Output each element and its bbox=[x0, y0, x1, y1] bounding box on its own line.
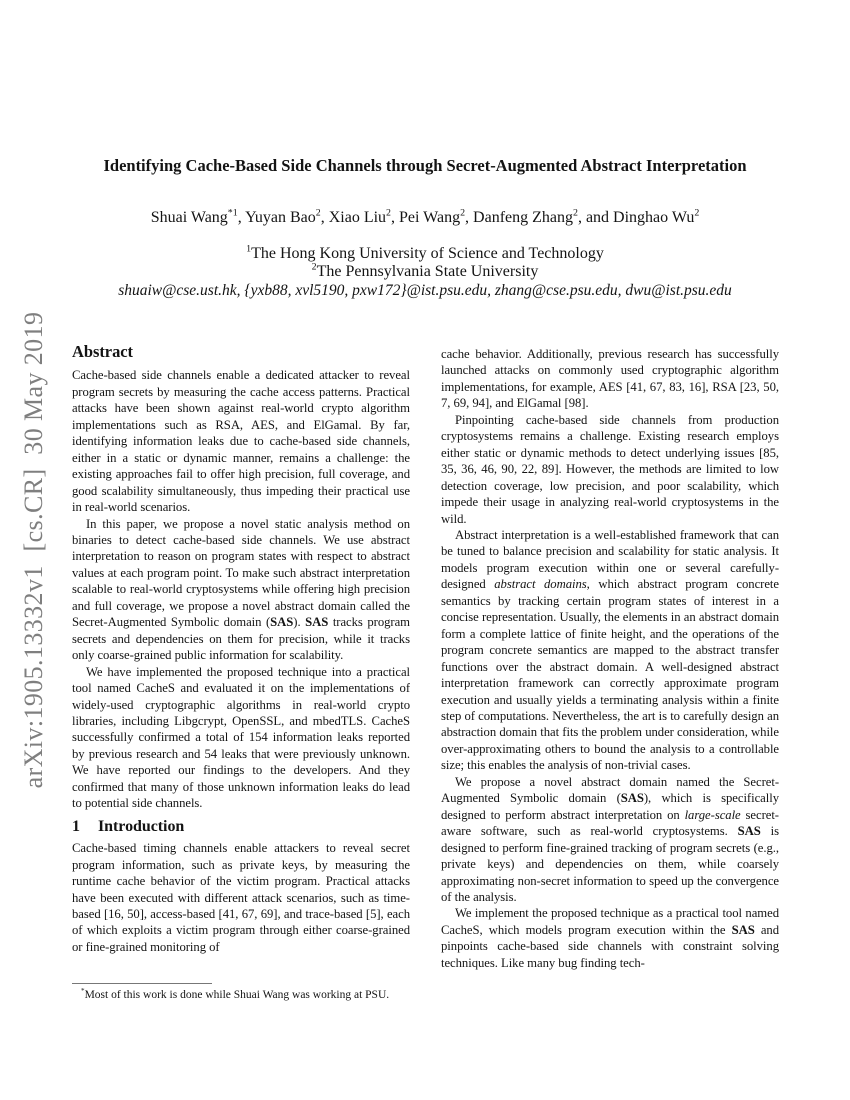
introduction-paragraph-1: Cache-based timing channels enable attackers to reveal secret program information, such as private keys, by measuring the runtime cache behavior of the victim program. Practical attacks have been executed with different attack scenarios, such as time-based [16, 50], access-based [41, 67, 69], and trace-based [5], each of which exploits a victim program through either coarse-grained or fine-grained monitoring of bbox=[72, 841, 410, 954]
affiliation-line-1: $^1$The Hong Kong University of Science and Technology bbox=[246, 243, 604, 262]
abstract-paragraph-2: In this paper, we propose a novel static analysis method on binaries to detect cache-based side channels. We use abstract interpretation to reason on program states with respect to abstract values at each program point. To make such abstract interpretation scalable to real-world cryptosystems while offering high precision and full coverage, we propose a novel abstract domain called the Secret-Augmented Symbolic domain (SAS). SAS tracks program secrets and dependencies on them for precision, while it tracks only coarse-grained public information for scalability. bbox=[72, 516, 410, 663]
left-column bbox=[72, 344, 410, 984]
footnote-rule bbox=[72, 983, 212, 984]
affiliation-line-2: $^2$The Pennsylvania State University bbox=[311, 261, 539, 280]
abstract-paragraph-3: We have implemented the proposed technique into a practical tool named CacheS and evaluated it on the implementations of widely-used cryptographic algorithms in real-world crypto libraries, including Libgcrypt, OpenSSL, and mbedTLS. CacheS successfully confirmed a total of 154 information leaks reported by previous research and 54 leaks that were previously unknown. We have reported our findings to the developers. And they confirmed that many of those unknown information leaks do lead to potential side channels. bbox=[72, 664, 410, 811]
footnote-text: *Most of this work is done while Shuai Wang was working at PSU. bbox=[81, 987, 390, 1001]
right-paragraph-3: Abstract interpretation is a well-established framework that can be tuned to balance precision and scalability for static analysis. It models program execution within one or several carefully-designed abstract domains, which abstract program concrete semantics by tracking certain program states of interest in a concise representation. Usually, the elements in an abstract domain form a complete lattice of finite height, and the operations of the program concrete semantics are mapped to the abstract transfer functions over the abstract domain. A well-designed abstract interpretation framework can correctly approximate program execution and usually yields a terminating analysis within a finite step of computations. Nevertheless, the art is to carefully design an abstraction domain that fits the problem under consideration, while over-approximating others to bound the analysis to a controllable size; this enables the analysis of non-trivial cases. bbox=[441, 527, 779, 773]
abstract-paragraph-1: Cache-based side channels enable a dedicated attacker to reveal program secrets by measuring the cache access patterns. Practical attacks have been shown against real-world crypto algorithm implementations such as RSA, AES, and ElGamal. By far, identifying information leaks due to cache-based side channels, either in a static or dynamic manner, remains a challenge: the existing approaches fail to offer high precision, full coverage, and good scalability simultaneously, thus impeding their practical use in real-world scenarios. bbox=[72, 368, 410, 515]
right-paragraph-1: cache behavior. Additionally, previous research has successfully launched attacks on commonly used cryptographic algorithm implementations, for example, AES [41, 67, 83, 16], RSA [23, 50, 7, 69, 94], and ElGamal [98]. bbox=[441, 347, 779, 411]
right-paragraph-2: Pinpointing cache-based side channels from production cryptosystems remains a challenge. Existing research employs either static or dynamic methods to detect underlying issues [85, 35, 36, 46, 90, 22, 89]. However, the methods are limited to low detection coverage, low precision, and poor scalability, which impede their usage in analyzing real-world cryptosystems in the wild. bbox=[441, 412, 779, 526]
section-number: 1 bbox=[72, 817, 80, 835]
abstract-heading: Abstract bbox=[72, 344, 133, 361]
email-line: shuaiw@cse.ust.hk, {yxb88, xvl5190, pxw172}@ist.psu.edu, zhang@cse.psu.edu, dwu@ist.psu.edu bbox=[118, 282, 732, 299]
footnote bbox=[72, 983, 412, 1002]
right-column bbox=[441, 346, 779, 1012]
section-heading-introduction bbox=[72, 819, 410, 835]
right-paragraph-4: We propose a novel abstract domain named the Secret-Augmented Symbolic domain (SAS), which is specifically designed to perform abstract interpretation on large-scale secret-aware software, such as real-world cryptosystems. SAS is designed to perform fine-grained tracking of program secrets (e.g., private keys) and dependencies on them, while coarsely approximating non-secret information to speed up the convergence of the analysis. bbox=[441, 774, 779, 904]
arxiv-watermark: arXiv:1905.13332v1 [cs.CR] 30 May 2019 bbox=[19, 311, 48, 789]
author-line: Shuai Wang$^{*1}$, Yuyan Bao$^2$, Xiao Liu$^2$, Pei Wang$^2$, Danfeng Zhang$^2$, and Dinghao Wu$^2$ bbox=[150, 207, 700, 226]
right-paragraph-5: We implement the proposed technique as a practical tool named CacheS, which models program execution within the SAS and pinpoints cache-based side channels with constraint solving techniques. Like many bug finding tech- bbox=[441, 906, 779, 970]
paper-title: Identifying Cache-Based Side Channels through Secret-Augmented Abstract Interpretation bbox=[103, 156, 747, 175]
section-title: Introduction bbox=[98, 817, 185, 835]
